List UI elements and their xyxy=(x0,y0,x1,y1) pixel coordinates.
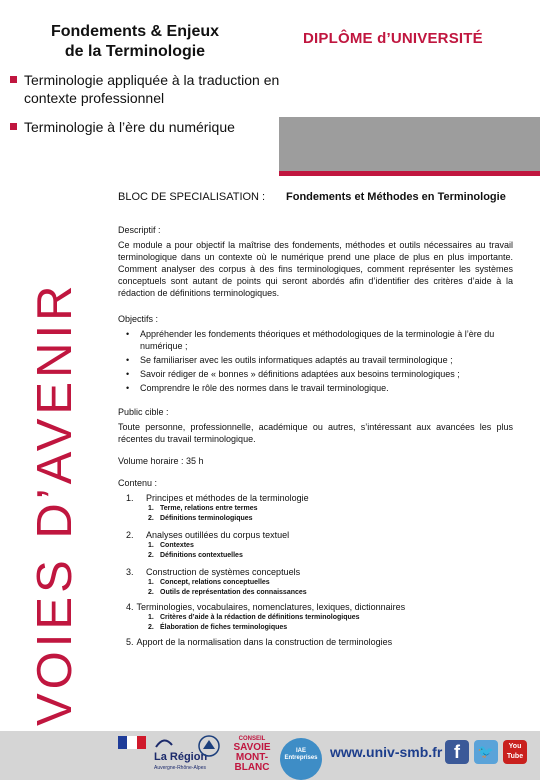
bloc-label: BLOC DE SPECIALISATION : xyxy=(118,191,266,203)
objectifs-heading: Objectifs : xyxy=(118,314,159,324)
square-bullet-icon xyxy=(10,123,17,130)
university-emblem-icon xyxy=(198,735,220,757)
descriptif-heading: Descriptif : xyxy=(118,225,161,235)
bullet-icon: • xyxy=(126,329,130,339)
objectif-item: • Appréhender les fondements théoriques et méthodologiques de la terminologie à l’ère du numérique ; xyxy=(126,329,495,351)
contenu-subitem: 2. Élaboration de fiches terminologiques xyxy=(148,624,288,631)
objectif-item: • Se familiariser avec les outils informatiques adaptés au travail terminologique ; xyxy=(126,355,453,365)
objectif-item: • Comprendre le rôle des normes dans le travail terminologique. xyxy=(126,383,389,393)
contenu-subitem: 1. Terme, relations entre termes xyxy=(148,505,258,512)
contenu-section xyxy=(118,477,513,648)
contenu-item: 2. Analyses outillées du corpus textuel xyxy=(126,530,290,540)
republique-francaise-logo-icon xyxy=(118,736,146,756)
objectifs-list xyxy=(118,328,513,394)
track-item: Terminologie appliquée à la traduction en contexte professionnel xyxy=(10,71,290,107)
descriptif-section xyxy=(118,224,513,299)
contenu-subitem: 1. Critères d’aide à la rédaction de définitions terminologiques xyxy=(148,614,360,621)
contenu-item: 4. Terminologies, vocabulaires, nomenclatures, lexiques, dictionnaires xyxy=(126,602,406,612)
bullet-icon: • xyxy=(126,369,130,379)
volume-horaire: Volume horaire : 35 h xyxy=(118,456,204,466)
partner-circle-text: IAE Entreprises xyxy=(284,748,318,761)
contenu-subitem: 1. Contextes xyxy=(148,542,194,549)
red-divider xyxy=(279,171,540,176)
descriptif-text: Ce module a pour objectif la maîtrise des fondements, méthodes et outils nécessaires au travail terminologique dans un contexte où le numérique prend une place de plus en plus importante. Comment analyser des corpus à des fins terminologiques, comment représenter les systèmes conceptuels sont autant de points qui seront abordés afin d’identifier des critères d’aide à la rédaction de définitions terminologiques. xyxy=(118,240,513,298)
public-section xyxy=(118,406,513,445)
contenu-item: 5. Apport de la normalisation dans la construction de terminologies xyxy=(126,637,393,647)
facebook-icon[interactable]: f xyxy=(445,740,469,764)
contenu-item: 1. Principes et méthodes de la terminologie xyxy=(126,493,309,503)
public-heading: Public cible : xyxy=(118,407,169,417)
bullet-icon: • xyxy=(126,383,130,393)
objectifs-section xyxy=(118,313,513,394)
contenu-subitem: 2. Définitions contextuelles xyxy=(148,552,243,559)
youtube-icon[interactable]: You Tube xyxy=(503,740,527,764)
track-list xyxy=(10,71,290,147)
objectif-item: • Savoir rédiger de « bonnes » définitions adaptées aux besoins terminologiques ; xyxy=(126,369,460,379)
bloc-value: Fondements et Méthodes en Terminologie xyxy=(286,191,506,203)
savoie-mont-blanc-logo: CONSEIL SAVOIE MONT- BLANC xyxy=(233,736,271,773)
public-text: Toute personne, professionnelle, académique ou autres, s’intéressant aux avancées les plus récentes du travail terminologique. xyxy=(118,422,513,444)
track-item: Terminologie à l’ère du numérique xyxy=(10,118,290,136)
twitter-icon[interactable]: 🐦 xyxy=(474,740,498,764)
square-bullet-icon xyxy=(10,76,17,83)
website-link[interactable]: www.univ-smb.fr xyxy=(330,744,443,760)
page-title xyxy=(0,22,270,62)
contenu-heading: Contenu : xyxy=(118,478,158,488)
contenu-item: 3. Construction de systèmes conceptuels xyxy=(126,567,301,577)
contenu-subitem: 1. Concept, relations conceptuelles xyxy=(148,579,270,586)
bloc-row xyxy=(118,190,513,204)
vertical-slogan: VOIES D’AVENIR xyxy=(28,281,82,726)
region-mark-icon xyxy=(154,735,174,749)
title-line-2: de la Terminologie xyxy=(64,43,206,60)
contenu-subitem: 2. Outils de représentation des connaissances xyxy=(148,589,307,596)
course-details xyxy=(118,190,513,657)
bullet-icon: • xyxy=(126,355,130,365)
contenu-subitem: 2. Définitions terminologiques xyxy=(148,515,253,522)
grey-header-block xyxy=(279,117,540,171)
diploma-label: DIPLÔME d’UNIVERSITÉ xyxy=(303,30,483,47)
title-line-1: Fondements & Enjeux xyxy=(50,23,220,40)
